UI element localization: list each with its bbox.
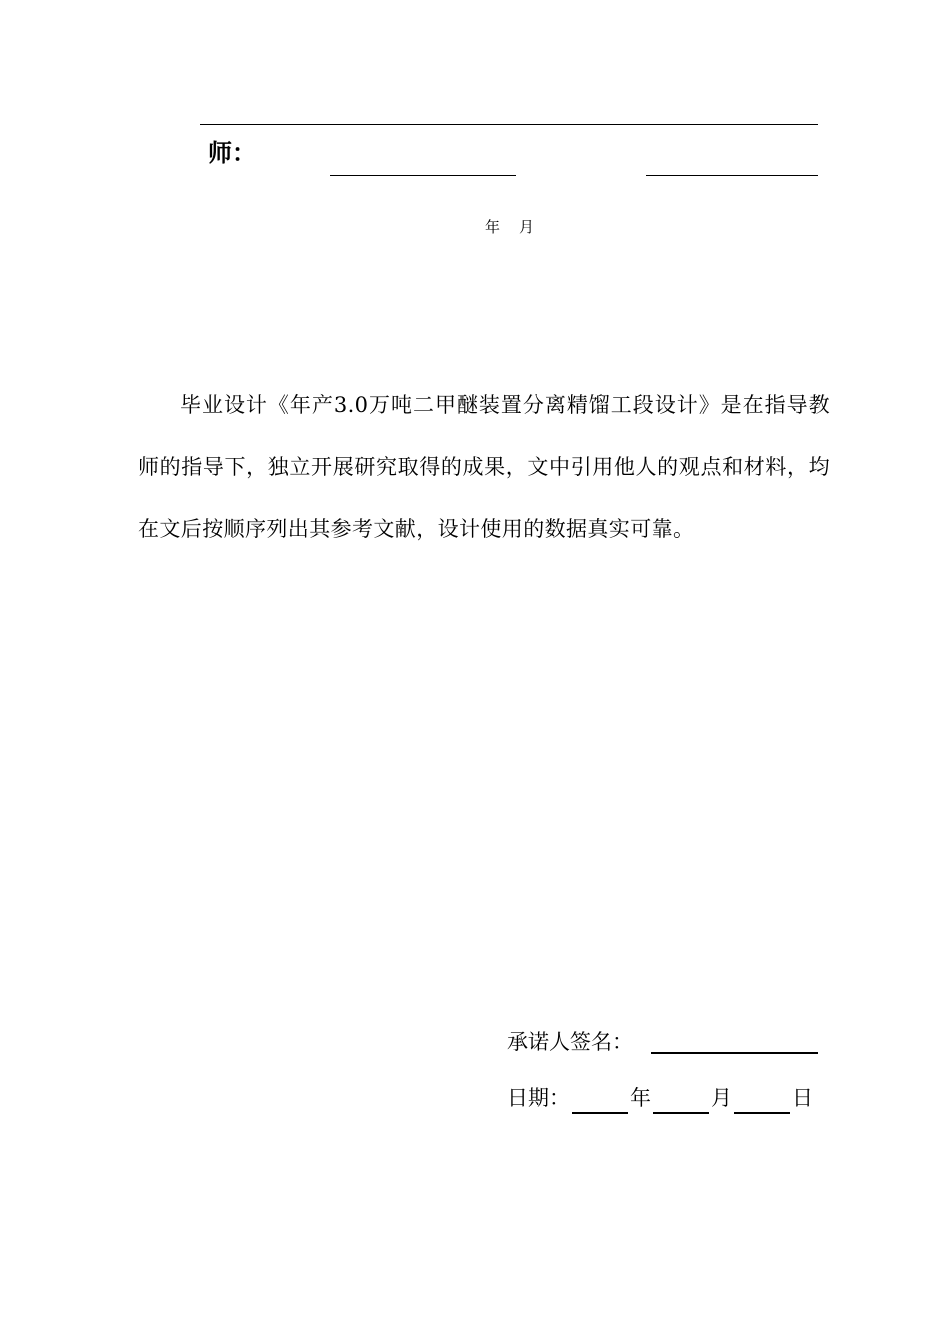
pledge-month-blank [653, 1084, 709, 1114]
header-month-label: 月 [519, 218, 535, 236]
advisor-label: 师： [208, 139, 256, 167]
pledge-year-unit: 年 [630, 1086, 651, 1110]
pledge-date-label: 日期： [507, 1086, 570, 1110]
header-year-label: 年 [485, 218, 501, 236]
advisor-date-line [646, 175, 818, 176]
pledger-signature-label: 承诺人签名： [507, 1030, 633, 1054]
pledge-day-unit: 日 [792, 1086, 813, 1110]
pledger-signature-line [651, 1052, 818, 1054]
pledge-date-row [507, 1082, 813, 1114]
pledge-month-unit: 月 [711, 1086, 732, 1110]
pledge-year-blank [572, 1084, 628, 1114]
advisor-signature-line [330, 175, 516, 176]
top-rule [200, 124, 818, 125]
pledge-day-blank [734, 1084, 790, 1114]
declaration-paragraph: 毕业设计《年产3.0万吨二甲醚装置分离精馏工段设计》是在指导教师的指导下，独立开展研究取得的成果，文中引用他人的观点和材料，均在文后按顺序列出其参考文献，设计使用的数据真实可靠。 [138, 393, 830, 541]
